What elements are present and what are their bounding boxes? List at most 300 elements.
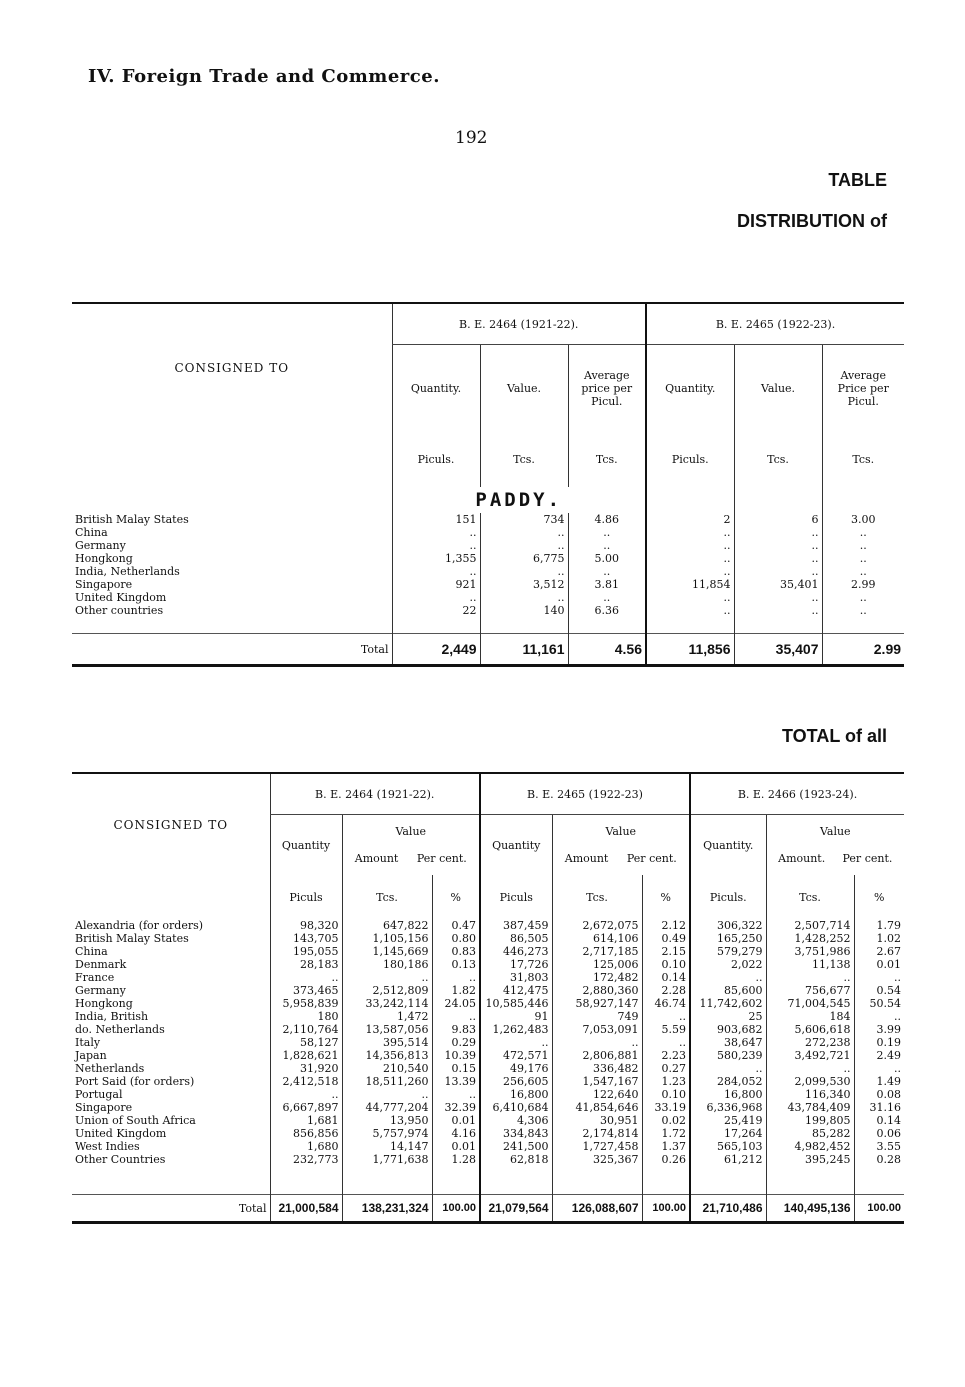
average-price-cell: 6.36	[568, 604, 646, 617]
quantity-cell: 91	[480, 1010, 552, 1023]
quantity-cell: ..	[690, 971, 766, 984]
quantity-cell: ..	[646, 604, 734, 617]
average-price-cell: ..	[568, 565, 646, 578]
quantity-cell: 580,239	[690, 1049, 766, 1062]
quantity-cell: 58,127	[270, 1036, 342, 1049]
value-cell: 6	[734, 513, 822, 526]
quantity-cell: 151	[392, 513, 480, 526]
country-name: Other countries	[75, 604, 164, 617]
value-cell: 35,401	[734, 578, 822, 591]
table-row	[72, 1088, 904, 1101]
country-name: Portugal	[75, 1088, 123, 1101]
chapter-heading: IV. Foreign Trade and Commerce.	[88, 66, 440, 87]
quantity-cell: 16,800	[690, 1088, 766, 1101]
average-price-cell: 5.00	[568, 552, 646, 565]
quantity-cell: 10,585,446	[480, 997, 552, 1010]
quantity-cell: 232,773	[270, 1153, 342, 1166]
amount-cell: 116,340	[766, 1088, 854, 1101]
quantity-header: Quantity.	[392, 345, 480, 432]
distribution-label: DISTRIBUTION of	[737, 211, 887, 231]
country-name: Alexandria (for orders)	[75, 919, 204, 932]
total-amount: 140,495,136	[766, 1195, 854, 1223]
amount-cell: 122,640	[552, 1088, 642, 1101]
amount-cell: 5,606,618	[766, 1023, 854, 1036]
amount-cell: 749	[552, 1010, 642, 1023]
quantity-cell: 856,856	[270, 1127, 342, 1140]
value-cell: ..	[734, 565, 822, 578]
quantity-cell: 86,505	[480, 932, 552, 945]
value-cell: ..	[734, 604, 822, 617]
quantity-cell: 2,110,764	[270, 1023, 342, 1036]
quantity-cell: 31,803	[480, 971, 552, 984]
average-price-cell: ..	[822, 539, 904, 552]
table-row	[72, 1153, 904, 1166]
amount-cell: 2,512,809	[342, 984, 432, 997]
unit-tcs: Tcs.	[342, 875, 432, 919]
total-percent: 100.00	[432, 1195, 480, 1223]
table-row	[72, 971, 904, 984]
country-name: British Malay States	[75, 513, 189, 526]
amount-cell: 11,138	[766, 958, 854, 971]
quantity-cell: ..	[392, 565, 480, 578]
total-rows	[72, 919, 904, 1166]
paddy-distribution-table	[72, 302, 904, 667]
percent-cell: 46.74	[642, 997, 690, 1010]
value-label: Value	[819, 825, 851, 838]
percent-cell: 50.54	[854, 997, 904, 1010]
country-name: China	[75, 945, 108, 958]
percent-cell: 2.49	[854, 1049, 904, 1062]
quantity-cell: 17,264	[690, 1127, 766, 1140]
quantity-cell: 373,465	[270, 984, 342, 997]
total-row	[72, 634, 904, 666]
value-cell: ..	[480, 565, 568, 578]
page-number: 192	[455, 128, 488, 148]
percent-cell: 0.06	[854, 1127, 904, 1140]
percent-cell: 0.02	[642, 1114, 690, 1127]
quantity-cell: 241,500	[480, 1140, 552, 1153]
percent-cell: 0.83	[432, 945, 480, 958]
total-average-price: 4.56	[568, 634, 646, 666]
value-cell: 140	[480, 604, 568, 617]
year-header-2464: B. E. 2464 (1921-22).	[392, 303, 646, 345]
amount-label: Amount	[354, 852, 399, 865]
amount-cell: ..	[552, 1036, 642, 1049]
percent-cell: ..	[642, 1036, 690, 1049]
quantity-cell: ..	[392, 591, 480, 604]
quantity-cell: 1,262,483	[480, 1023, 552, 1036]
unit-tcs: Tcs.	[480, 431, 568, 487]
year-header-2465: B. E. 2465 (1922-23).	[646, 303, 904, 345]
table-label: TABLE	[828, 170, 887, 190]
average-price-cell: ..	[822, 526, 904, 539]
amount-cell: 1,547,167	[552, 1075, 642, 1088]
quantity-cell: 284,052	[690, 1075, 766, 1088]
amount-cell: ..	[766, 971, 854, 984]
table-row	[72, 932, 904, 945]
country-name: Germany	[75, 539, 126, 552]
quantity-cell: 2,022	[690, 958, 766, 971]
quantity-cell: 17,726	[480, 958, 552, 971]
quantity-cell: 38,647	[690, 1036, 766, 1049]
amount-cell: 3,751,986	[766, 945, 854, 958]
value-header	[342, 815, 480, 876]
country-name: Italy	[75, 1036, 101, 1049]
table-row	[72, 565, 904, 578]
section-title-paddy: PADDY.	[392, 487, 646, 513]
percent-cell: 0.47	[432, 919, 480, 932]
quantity-cell: 306,322	[690, 919, 766, 932]
total-quantity: 21,710,486	[690, 1195, 766, 1223]
percent-cell: 1.37	[642, 1140, 690, 1153]
quantity-cell: 25,419	[690, 1114, 766, 1127]
country-name: Denmark	[75, 958, 127, 971]
quantity-header: Quantity.	[690, 815, 766, 876]
total-value: 11,161	[480, 634, 568, 666]
percent-cell: 0.49	[642, 932, 690, 945]
consigned-to-header: CONSIGNED TO	[174, 360, 290, 375]
percent-cell: 0.01	[432, 1114, 480, 1127]
country-name: France	[75, 971, 115, 984]
percent-cell: ..	[432, 1010, 480, 1023]
amount-cell: 647,822	[342, 919, 432, 932]
table-row	[72, 604, 904, 617]
average-price-cell: ..	[822, 565, 904, 578]
unit-piculs: Piculs.	[690, 875, 766, 919]
total-label: Total	[72, 1195, 270, 1223]
amount-cell: 210,540	[342, 1062, 432, 1075]
amount-cell: 184	[766, 1010, 854, 1023]
year-header-2465: B. E. 2465 (1922-23)	[480, 773, 690, 815]
total-quantity: 11,856	[646, 634, 734, 666]
amount-cell: 614,106	[552, 932, 642, 945]
total-amount: 126,088,607	[552, 1195, 642, 1223]
percent-cell: 5.59	[642, 1023, 690, 1036]
total-distribution-table	[72, 772, 904, 1224]
average-price-cell: ..	[822, 604, 904, 617]
percent-label: Per cent.	[416, 852, 467, 865]
amount-cell: 199,805	[766, 1114, 854, 1127]
table-row	[72, 1075, 904, 1088]
percent-cell: 0.27	[642, 1062, 690, 1075]
value-cell: ..	[480, 591, 568, 604]
table-row	[72, 513, 904, 526]
percent-cell: 0.10	[642, 958, 690, 971]
table-row	[72, 984, 904, 997]
amount-cell: 3,492,721	[766, 1049, 854, 1062]
quantity-cell: 1,681	[270, 1114, 342, 1127]
amount-cell: 7,053,091	[552, 1023, 642, 1036]
percent-cell: 0.26	[642, 1153, 690, 1166]
percent-cell: 0.19	[854, 1036, 904, 1049]
paddy-rows	[72, 513, 904, 617]
amount-cell: 43,784,409	[766, 1101, 854, 1114]
amount-cell: 30,951	[552, 1114, 642, 1127]
quantity-cell: 334,843	[480, 1127, 552, 1140]
percent-cell: 0.80	[432, 932, 480, 945]
quantity-cell: 143,705	[270, 932, 342, 945]
total-percent: 100.00	[642, 1195, 690, 1223]
percent-cell: 32.39	[432, 1101, 480, 1114]
percent-cell: 0.01	[854, 958, 904, 971]
amount-cell: 2,174,814	[552, 1127, 642, 1140]
quantity-cell: ..	[690, 1062, 766, 1075]
percent-cell: 2.12	[642, 919, 690, 932]
average-price-cell: ..	[568, 526, 646, 539]
table-row	[72, 1127, 904, 1140]
average-price-cell: 3.00	[822, 513, 904, 526]
quantity-cell: 387,459	[480, 919, 552, 932]
amount-cell: 272,238	[766, 1036, 854, 1049]
quantity-cell: 62,818	[480, 1153, 552, 1166]
value-header	[552, 815, 690, 876]
percent-cell: 0.15	[432, 1062, 480, 1075]
percent-cell: 9.83	[432, 1023, 480, 1036]
amount-cell: 13,950	[342, 1114, 432, 1127]
percent-label: Per cent.	[842, 852, 893, 865]
table-row	[72, 1140, 904, 1153]
country-name: India, British	[75, 1010, 149, 1023]
value-label: Value	[395, 825, 427, 838]
table-row	[72, 539, 904, 552]
unit-piculs: Piculs.	[392, 431, 480, 487]
quantity-cell: 446,273	[480, 945, 552, 958]
country-name: Hongkong	[75, 997, 133, 1010]
table-row	[72, 1023, 904, 1036]
quantity-cell: 98,320	[270, 919, 342, 932]
percent-cell: ..	[854, 1010, 904, 1023]
amount-cell: 13,587,056	[342, 1023, 432, 1036]
quantity-cell: 921	[392, 578, 480, 591]
total-quantity: 2,449	[392, 634, 480, 666]
average-price-cell: 4.86	[568, 513, 646, 526]
amount-cell: 2,806,881	[552, 1049, 642, 1062]
unit-percent: %	[642, 875, 690, 919]
unit-piculs: Piculs.	[646, 431, 734, 487]
unit-tcs: Tcs.	[734, 431, 822, 487]
amount-cell: 1,105,156	[342, 932, 432, 945]
table-row	[72, 945, 904, 958]
value-cell: ..	[734, 539, 822, 552]
amount-cell: 85,282	[766, 1127, 854, 1140]
amount-cell: 1,727,458	[552, 1140, 642, 1153]
amount-cell: 41,854,646	[552, 1101, 642, 1114]
percent-cell: 31.16	[854, 1101, 904, 1114]
amount-cell: ..	[766, 1062, 854, 1075]
percent-cell: ..	[854, 1062, 904, 1075]
table-row	[72, 526, 904, 539]
amount-cell: 44,777,204	[342, 1101, 432, 1114]
amount-cell: 125,006	[552, 958, 642, 971]
percent-cell: 24.05	[432, 997, 480, 1010]
percent-cell: ..	[432, 1088, 480, 1101]
amount-cell: 2,099,530	[766, 1075, 854, 1088]
value-cell: ..	[734, 526, 822, 539]
unit-percent: %	[432, 875, 480, 919]
amount-cell: 2,717,185	[552, 945, 642, 958]
quantity-cell: 1,680	[270, 1140, 342, 1153]
amount-cell: 325,367	[552, 1153, 642, 1166]
table-row	[72, 1101, 904, 1114]
average-price-header: Average Price per Picul.	[822, 345, 904, 432]
percent-cell: 13.39	[432, 1075, 480, 1088]
country-name: United Kingdom	[75, 1127, 167, 1140]
table-row	[72, 578, 904, 591]
quantity-cell: 85,600	[690, 984, 766, 997]
amount-cell: 71,004,545	[766, 997, 854, 1010]
quantity-cell: ..	[480, 1036, 552, 1049]
quantity-cell: ..	[646, 565, 734, 578]
country-name: Hongkong	[75, 552, 133, 565]
percent-cell: 3.55	[854, 1140, 904, 1153]
quantity-cell: ..	[646, 526, 734, 539]
country-name: China	[75, 526, 108, 539]
country-name: Singapore	[75, 578, 133, 591]
amount-label: Amount.	[778, 852, 826, 865]
amount-cell: ..	[342, 971, 432, 984]
quantity-cell: 6,336,968	[690, 1101, 766, 1114]
average-price-cell: ..	[822, 552, 904, 565]
amount-cell: 14,147	[342, 1140, 432, 1153]
quantity-cell: 25	[690, 1010, 766, 1023]
table-row	[72, 552, 904, 565]
amount-cell: ..	[342, 1088, 432, 1101]
country-name: United Kingdom	[75, 591, 167, 604]
quantity-cell: 2,412,518	[270, 1075, 342, 1088]
quantity-cell: 16,800	[480, 1088, 552, 1101]
amount-cell: 395,245	[766, 1153, 854, 1166]
table-row	[72, 919, 904, 932]
quantity-cell: 4,306	[480, 1114, 552, 1127]
amount-cell: 14,356,813	[342, 1049, 432, 1062]
table-row	[72, 997, 904, 1010]
table-row	[72, 591, 904, 604]
percent-cell: 1.49	[854, 1075, 904, 1088]
country-name: do. Netherlands	[75, 1023, 165, 1036]
unit-piculs: Piculs	[270, 875, 342, 919]
percent-cell: 4.16	[432, 1127, 480, 1140]
quantity-cell: ..	[646, 552, 734, 565]
value-header: Value.	[734, 345, 822, 432]
quantity-cell: 1,828,621	[270, 1049, 342, 1062]
country-name: West Indies	[75, 1140, 140, 1153]
quantity-cell: 22	[392, 604, 480, 617]
amount-cell: 2,880,360	[552, 984, 642, 997]
quantity-cell: ..	[646, 591, 734, 604]
amount-cell: 172,482	[552, 971, 642, 984]
quantity-cell: 180	[270, 1010, 342, 1023]
quantity-cell: 31,920	[270, 1062, 342, 1075]
value-cell: ..	[480, 526, 568, 539]
percent-cell: 1.79	[854, 919, 904, 932]
amount-cell: 1,145,669	[342, 945, 432, 958]
average-price-cell: ..	[822, 591, 904, 604]
quantity-cell: 11,742,602	[690, 997, 766, 1010]
total-quantity: 21,079,564	[480, 1195, 552, 1223]
total-amount: 138,231,324	[342, 1195, 432, 1223]
quantity-cell: 256,605	[480, 1075, 552, 1088]
amount-cell: 395,514	[342, 1036, 432, 1049]
value-cell: ..	[734, 591, 822, 604]
quantity-cell: 412,475	[480, 984, 552, 997]
quantity-header: Quantity	[270, 815, 342, 876]
amount-cell: 336,482	[552, 1062, 642, 1075]
quantity-cell: 49,176	[480, 1062, 552, 1075]
amount-cell: 180,186	[342, 958, 432, 971]
unit-piculs: Piculs	[480, 875, 552, 919]
percent-cell: 0.13	[432, 958, 480, 971]
country-name: Germany	[75, 984, 126, 997]
percent-cell: 0.10	[642, 1088, 690, 1101]
percent-cell: 0.29	[432, 1036, 480, 1049]
quantity-cell: 28,183	[270, 958, 342, 971]
country-name: Japan	[75, 1049, 107, 1062]
country-name: Port Said (for orders)	[75, 1075, 195, 1088]
average-price-cell: 3.81	[568, 578, 646, 591]
percent-label: Per cent.	[626, 852, 677, 865]
table-row	[72, 1036, 904, 1049]
quantity-cell: 11,854	[646, 578, 734, 591]
percent-cell: 1.82	[432, 984, 480, 997]
value-cell: ..	[734, 552, 822, 565]
total-percent: 100.00	[854, 1195, 904, 1223]
average-price-cell: 2.99	[822, 578, 904, 591]
total-of-all-label: TOTAL of all	[781, 726, 887, 746]
value-cell: 6,775	[480, 552, 568, 565]
percent-cell: 1.28	[432, 1153, 480, 1166]
table-row	[72, 1049, 904, 1062]
percent-cell: 0.01	[432, 1140, 480, 1153]
value-cell: 734	[480, 513, 568, 526]
total-quantity: 21,000,584	[270, 1195, 342, 1223]
amount-cell: 1,428,252	[766, 932, 854, 945]
percent-cell: 3.99	[854, 1023, 904, 1036]
value-header: Value.	[480, 345, 568, 432]
percent-cell: ..	[854, 971, 904, 984]
amount-cell: 756,677	[766, 984, 854, 997]
year-header-2464: B. E. 2464 (1921-22).	[270, 773, 480, 815]
country-name: British Malay States	[75, 932, 189, 945]
unit-tcs: Tcs.	[766, 875, 854, 919]
table-row	[72, 1114, 904, 1127]
percent-cell: 0.28	[854, 1153, 904, 1166]
unit-percent: %	[854, 875, 904, 919]
country-name: India, Netherlands	[75, 565, 180, 578]
year-header-2466: B. E. 2466 (1923-24).	[690, 773, 904, 815]
quantity-header: Quantity	[480, 815, 552, 876]
total-label: Total	[72, 634, 392, 666]
percent-cell: ..	[642, 1010, 690, 1023]
quantity-cell: 165,250	[690, 932, 766, 945]
amount-cell: 58,927,147	[552, 997, 642, 1010]
quantity-cell: 6,410,684	[480, 1101, 552, 1114]
quantity-cell: 2	[646, 513, 734, 526]
consigned-to-header: CONSIGNED TO	[113, 817, 229, 832]
country-name: Singapore	[75, 1101, 133, 1114]
quantity-cell: ..	[646, 539, 734, 552]
percent-cell: 2.28	[642, 984, 690, 997]
total-value: 35,407	[734, 634, 822, 666]
percent-cell: 0.08	[854, 1088, 904, 1101]
quantity-cell: 579,279	[690, 945, 766, 958]
unit-tcs: Tcs.	[568, 431, 646, 487]
quantity-cell: 472,571	[480, 1049, 552, 1062]
percent-cell: 1.72	[642, 1127, 690, 1140]
unit-tcs: Tcs.	[822, 431, 904, 487]
quantity-cell: 5,958,839	[270, 997, 342, 1010]
percent-cell: 0.14	[854, 1114, 904, 1127]
quantity-cell: 1,355	[392, 552, 480, 565]
